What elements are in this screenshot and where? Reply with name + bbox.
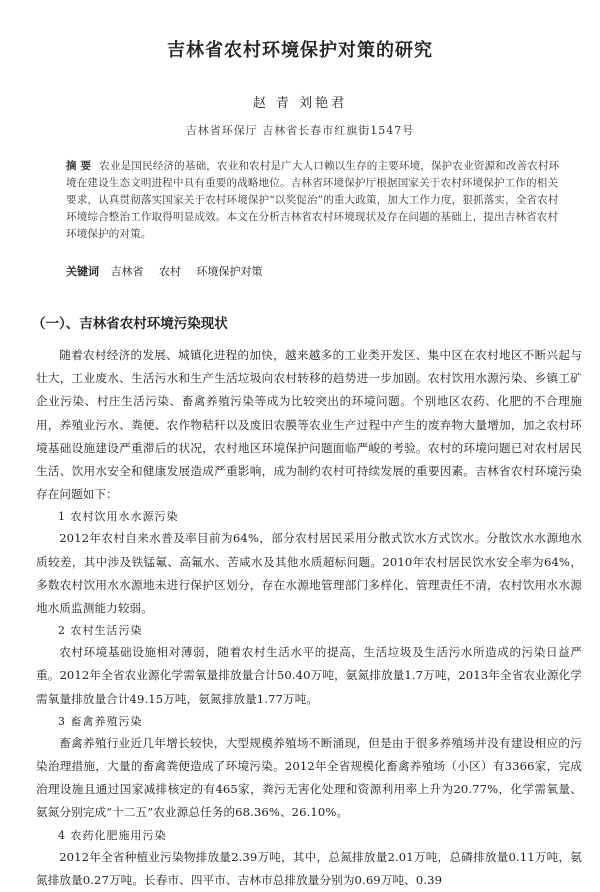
- subsection-heading: 3 畜禽养殖污染: [58, 714, 143, 728]
- subsection-heading: 4 农药化肥施用污染: [58, 828, 167, 842]
- section-heading: （一）、吉林省农村环境污染现状: [32, 316, 228, 332]
- subsection-paragraph: 2012年全省种植业污染物排放量2.39万吨，其中，总氮排放量2.01万吨，总磷排放量0.11万吨，氨氮排放量0.27万吨。长春市、四平市、吉林市总排放量分别为0.69万吨、0.39: [36, 849, 582, 887]
- keywords: [66, 263, 566, 280]
- subsection-paragraph: 农村环境基础设施相对薄弱，随着农村生活水平的提高，生活垃圾及生活污水所造成的污染日益严重。2012年全省农业源化学需氧量排放量合计50.40万吨，氨氮排放量1.7万吨，2013年全省农业源化学需氧量排放量合计49.15万吨，氨氮排放量1.77万吨。: [36, 645, 582, 706]
- keyword: 农村: [159, 265, 181, 278]
- subsection-heading: 1 农村饮用水水源污染: [58, 510, 179, 524]
- subsection-heading: 2 农村生活污染: [58, 624, 143, 638]
- abstract: [66, 158, 566, 243]
- keyword: 环境保护对策: [196, 265, 263, 278]
- abstract-label: 摘 要: [66, 160, 92, 172]
- subsection-paragraph: 2012年农村自来水普及率目前为64%，部分农村居民采用分散式饮水方式饮水。分散饮水水源地水质较差，其中涉及铁锰氟、高氟水、苦咸水及其他水质超标问题。2010年农村居民饮水安全率为64%，多数农村饮用水水源地未进行保护区划分，存在水源地管理部门多样化、管理责任不清，农村饮用水水源地水质监测能力较弱。: [36, 531, 582, 616]
- intro-paragraph: 随着农村经济的发展、城镇化进程的加快，越来越多的工业类开发区、集中区在农村地区不断兴起与壮大，工业废水、生活污水和生产生活垃圾向农村转移的趋势进一步加剧。农村饮用水源污染、乡镇工矿企业污染、村庄生活污染、畜禽养殖污染等成为比较突出的环境问题。个别地区农药、化肥的不合理施用，养殖业污水、粪便、农作物秸秆以及废旧农膜等农业生产过程中产生的废弃物大量增加，加之农村环境基础设施建设严重滞后的状况，农村地区环境保护问题面临严峻的考验。农村的环境问题已对农村居民生活、饮用水安全和健康发展造成严重影响，成为制约农村可持续发展的重要因素。吉林省农村环境污染存在问题如下：: [36, 348, 582, 502]
- paper-title: 吉林省农村环境保护对策的研究: [167, 40, 433, 61]
- authors: 赵 青 刘艳君: [252, 96, 348, 111]
- subsection-paragraph: 畜禽养殖行业近几年增长较快，大型规模养殖场不断涌现，但是由于很多养殖场并没有建设相应的污染治理措施，大量的畜禽粪便造成了环境污染。2012年全省规模化畜禽养殖场（小区）有3366家，完成治理设施且通过国家减排核定的有465家，粪污无害化处理和资源利用率上升为20.77%，化学需氧量、氨氮分别完成“十二五”农业源总任务的68.36%、26.10%。: [36, 735, 582, 820]
- keywords-label: 关键词: [66, 265, 99, 278]
- abstract-text: 农业是国民经济的基础，农业和农村是广大人口赖以生存的主要环境，保护农业资源和改善农村环境在建设生态文明进程中具有重要的战略地位。吉林省环境保护厅根据国家关于农村环境保护工作的相关要求，认真贯彻落实国家关于农村环境保护“以奖促治”的重大政策，加大工作力度，狠抓落实，全省农村环境综合整治工作取得明显成效。本文在分析吉林省农村环境现状及存在问题的基础上，提出吉林省农村环境保护的对策。: [66, 160, 560, 240]
- keyword: 吉林省: [110, 265, 144, 278]
- body-text: [36, 344, 582, 892]
- affiliation: 吉林省环保厅 吉林省长春市红旗街1547号: [185, 124, 415, 137]
